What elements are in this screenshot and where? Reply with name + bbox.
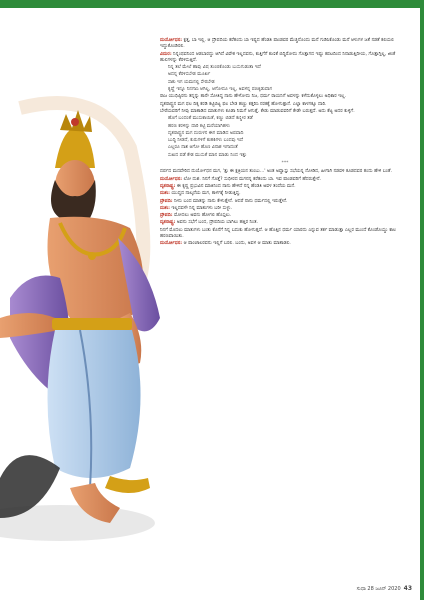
dialogue xyxy=(160,199,410,205)
dialogue-text: ಕ್ಷತ್ತ, ಬಾ ಇಲ್ಲಿ. ಆ ದ್ರೌಪದಿಯ ಕರೆತಂದು ಬಾ ಇಷ್ಟದ ಹೆಂಡತಿ ಪಾಂಡವರ ಮೆಚ್ಚಿನೊಂದು ಮನೆ ಗುಡಿಸಿಕೊಂಡು ಮನೆ ಆಳುಗಳ ಜತೆ ನಡತೆ ಕಲಿಯಲಿ ಇದ್ದುಕೊಂಡಿರಲಿ. xyxy=(160,38,394,50)
issue-label: ಸುಧಾ 28 ಜೂನ್ 2020 xyxy=(356,586,401,592)
dialogue xyxy=(160,213,410,219)
verse-line: ಸಾಕು ಇಗ ಯಮನಲ್ಲಿ ಸೇರಬೇಡ xyxy=(168,79,215,85)
paragraph: ನಿನಗೆ ಮೊದಲು ಮಾತುಗಳು ಬಂತು ಕೊನೆಗೆ ನಿನ್ನ ಬದುಕು ಹೋಗುತ್ತದೆ. ಆ ಹೊತ್ತಿನ ಧರ್ಮ ಯಾರದು ಎನ್ನುವ ತರ್ಕ ಮಾಡುತ್ತಾ ಎಲ್ಲರ ಮುಂದೆ ಕೊಂಡೊಯ್ದು ಕಾಲ ಹರಣವಾಯಿತು. xyxy=(160,227,396,240)
dialogue-text: ನೀನು ಬಂದ ಮಾತನ್ನು ನಾನು ಕೇಳುತ್ತೇನೆ. ಆದರೆ ನಾನು ಧರ್ಮದಲ್ಲಿ ಇರುತ್ತೇನೆ. xyxy=(174,198,288,204)
verse-line: ಬುದ್ದಿ ನೀಡದೆ, ಕುರುಗಳಿಗೆ ಕುಹಕಿಗಳು ಬಂದವು ಇದೆ xyxy=(168,138,244,144)
right-frame xyxy=(420,0,424,600)
dialogue xyxy=(160,191,410,197)
speaker-label: ದುರ್ಯೋಧನ: xyxy=(160,176,183,182)
verse-line: ಹೊಗೆ ಬಂದಂತೆ ಮುಸುಕಾಯಿತೆ, ಕಣ್ಣು ಬಿಡದೆ ಕಣ್ಣೀರ ತಡೆ xyxy=(168,116,253,122)
paragraph xyxy=(160,52,410,65)
dhoti xyxy=(48,330,141,478)
dialogue-text: ಯುದ್ಧದ ನಾಲ್ಕನೆಯ ಮಗ, ಕಾಳಗಕ್ಕೆ ನೀಡುತ್ತಿದ್ದ. xyxy=(171,191,241,197)
speaker-label: ವಿದುರ: xyxy=(160,51,172,57)
speaker-label: ದುಶಃ: xyxy=(160,205,170,211)
verse-line: ನಿನ್ನ ತಲೆ ಮೇಲೆ ಹಾವು ವಿಷ ತುಂಬಿಕೊಂಡು ಬುಸುಗುಡುತಾ ಇದೆ xyxy=(168,65,261,71)
dialogue-text: ನಿನ್ನಂಥವನಿಂದ ಆಡಬಾರದ್ದು ಆಗಿದೆ ವಿವೇಕ ಇಲ್ಲದವನು, ಕುತ್ತಿಗೆಗೆ ಕುಣಿಕೆ ಬಿದ್ದಿರೋದು ಗೊತ್ತಾಗದ ಇಷ್ಟು ಕಪಟದಿಂದ ನಿನಾಡುತ್ತಿದೀಯ, ಗೊತ್ತಾಗ್ತಿಲ್ಲ, ಜಿಂಕೆ ಹುಲಿಗಳನ್ನು ಕೆರಳಿಸುತ್ತಿದೆ. xyxy=(160,51,396,63)
dialogue xyxy=(160,241,410,247)
verse-line: ದೃತರಾಷ್ಟ್ರನ ಮಗ ದುರುಳನ ಈಗ ಮಾಡಿದ ಅಪವಾದಿ xyxy=(168,130,244,136)
speaker-label: ದೃತರಾಷ್ಟ್ರ: xyxy=(160,183,176,189)
speaker-label: ದುರ್ಯೋಧನ: xyxy=(160,38,183,43)
dialogue xyxy=(160,206,410,212)
speaker-label: ದ್ರೌಪದಿ: xyxy=(160,198,173,204)
dialogue-text: ಅವನು ಸಭೆಗೆ ಬಂದ, ದ್ರೌಪದಿಯ ಬಾಗಿಲು ಹತ್ತಿರ ನಿಂತ. xyxy=(176,220,258,226)
page-number: 43 xyxy=(403,585,412,592)
paragraph: ರಾಜ ಯುಧಿಷ್ಠಿರನು ತನ್ನನ್ನು ತಾನೇ ಸೋತಿದ್ದ ನಾನು ಹೇಳೋದು ನಿಜ, ಧರ್ಮ ರಾಯನಿಗೆ ಅವಳನ್ನು ಕಳೆದುಕೊಳ್ಳಲು ಅಧಿಕಾರ ಇಲ್ಲ. xyxy=(160,94,347,100)
verse-line: ಹರಣ ಕರಳಿನ್ನು ದಾರಿ ಕಟ್ಟಿ ಮರೆಯಾಗಿಹಳು xyxy=(168,123,230,129)
verse-line: ಕೃಷ್ಣೆ ಇನ್ನೂ ನಿನಗಾಸಿ ಆಗಿಲ್ಲ, ಆಗೋದೂ ಇಲ್ಲ, ಅವಳನ್ನ ಪಣಕ್ಕಿಡುವಾಗ xyxy=(168,87,273,93)
paragraph: ದರ್ಪದ ಮದವೇರಿದ ದುರ್ಯೋಧನ ಮಗ, 'ತ್ತು ಈ ಕ್ಷತ್ರಿಯನ ತುಂಬು...' ಅಂತ ಅವ್ವಾಸ್ತು ಸಭೆಯನ್ನ ನೋಡಿದ, ಹೀಗಾಗಿ ನಡವಳಿ ಕೂಡದವರ ತಂದು ಹೇಳಿ ಬಂತೆ. xyxy=(160,169,392,175)
paragraph: ದೃತರಾಷ್ಟ್ರನ ಮಗ ಫಲ ದಿಕ್ಕ ಕರಡಿ ಕಟ್ಟಿಬಿಟ್ಟ ಫಲ ಬೇಡ ಹಣ್ಣು ಕತ್ತರಿಸಿ ನರಕಕ್ಕೆ ಹೋಗುತ್ತಾನೆ. ಎಲ್ಲಾ ಕಾಳಗಕ್ಕೂ ದಾರಿ. xyxy=(160,101,327,107)
dialogue xyxy=(160,220,410,226)
paragraph: ಬೇರೆಯವರಿಗೆ ನೀವು ಮಾತಾಡಿದ ಮಾತುಗಳು ಕೂಡಾ ನಿಮಗೆ ಆಗುತ್ತೆ. ಕೇಡು ಮಾಡುವವರಿಗೆ ಕೇಡೇ ಬರುತ್ತದೆ. ಅದು ಕೆಟ್ಟ ಅದರ ಕುಳ್ಳಿಗೆ. xyxy=(160,108,355,114)
verse-line: ಅದನ್ನ ಕೆರಳಿಸಬೇಡ ಮೂರ್ಖ xyxy=(168,72,211,78)
section-separator: *** xyxy=(281,161,289,167)
verse-line: ಎಲ್ಲರೂ ನಾಶ ಆಗೋ ಹೊಣ ವಿನಾಶ ಇಗಾದಂತೆ xyxy=(168,145,238,151)
dialogue xyxy=(160,177,410,183)
top-frame xyxy=(0,0,424,8)
article-text xyxy=(160,38,410,570)
speaker-label: ದ್ರೌಪದಿ: xyxy=(160,213,173,219)
dialogue xyxy=(160,184,410,190)
dialogue-text: ಮೋದಲು ಅವನು ಹೋಗಲಿ ಹೊಸ್ತಲು. xyxy=(174,213,232,219)
verse-block xyxy=(160,116,410,159)
speaker-label: ದುರ್ಯೋಧನ: xyxy=(160,241,183,247)
verse-line: ಸುಖದ ಪಡೆ ಕೇಡ ಮುಸುಕೆ ಮಾನ ಮಾಡು ನಿಂದ ಇತ್ತು xyxy=(168,152,247,158)
speaker-label: ದುಶಃ: xyxy=(160,191,170,197)
dialogue-text: ಆ ಪಾಂಚಾಲರವನು ಇಲ್ಲಿಗೆ ಬರಲಿ. ಬಂದು, ಅವಳ ಆ ಮಾತು ಮಾತಾಡಲಿ. xyxy=(183,241,291,247)
dialogue-text: ಲೋ ದುಶ. ನಿನಗೆ ಗೊತ್ತೆ? ಸುಧೀರದ ಮಗನನ್ನ ಕರೆತಂದು ಬಾ. ಇವ ಪಾಂಡವರಿಗೆ ಹೆದರುತ್ತೇನೆ. xyxy=(183,176,322,182)
belt xyxy=(52,318,132,330)
paragraph xyxy=(160,38,410,51)
dialogue-text: ಈ ಕೃಷ್ಣ ಪ್ರಭುವಿನ ಮಾತಿನಿಂದ ನಾನು ಹೇಳಿದೆ ನನ್ನ ಹೆಂಡತಿ ಅವಳ ತಂದೆಯ ಮನೆ. xyxy=(176,183,296,189)
speaker-label: ದೃತರಾಷ್ಟ್ರ: xyxy=(160,220,176,226)
verse-block xyxy=(160,65,410,93)
dialogue-text: ಇಲ್ಲದವಳೇ ನಿನ್ನ ಮಾತುಗಳು ಬರೀ ಸುಳ್ಳು. xyxy=(171,205,233,211)
page-footer xyxy=(357,585,412,592)
